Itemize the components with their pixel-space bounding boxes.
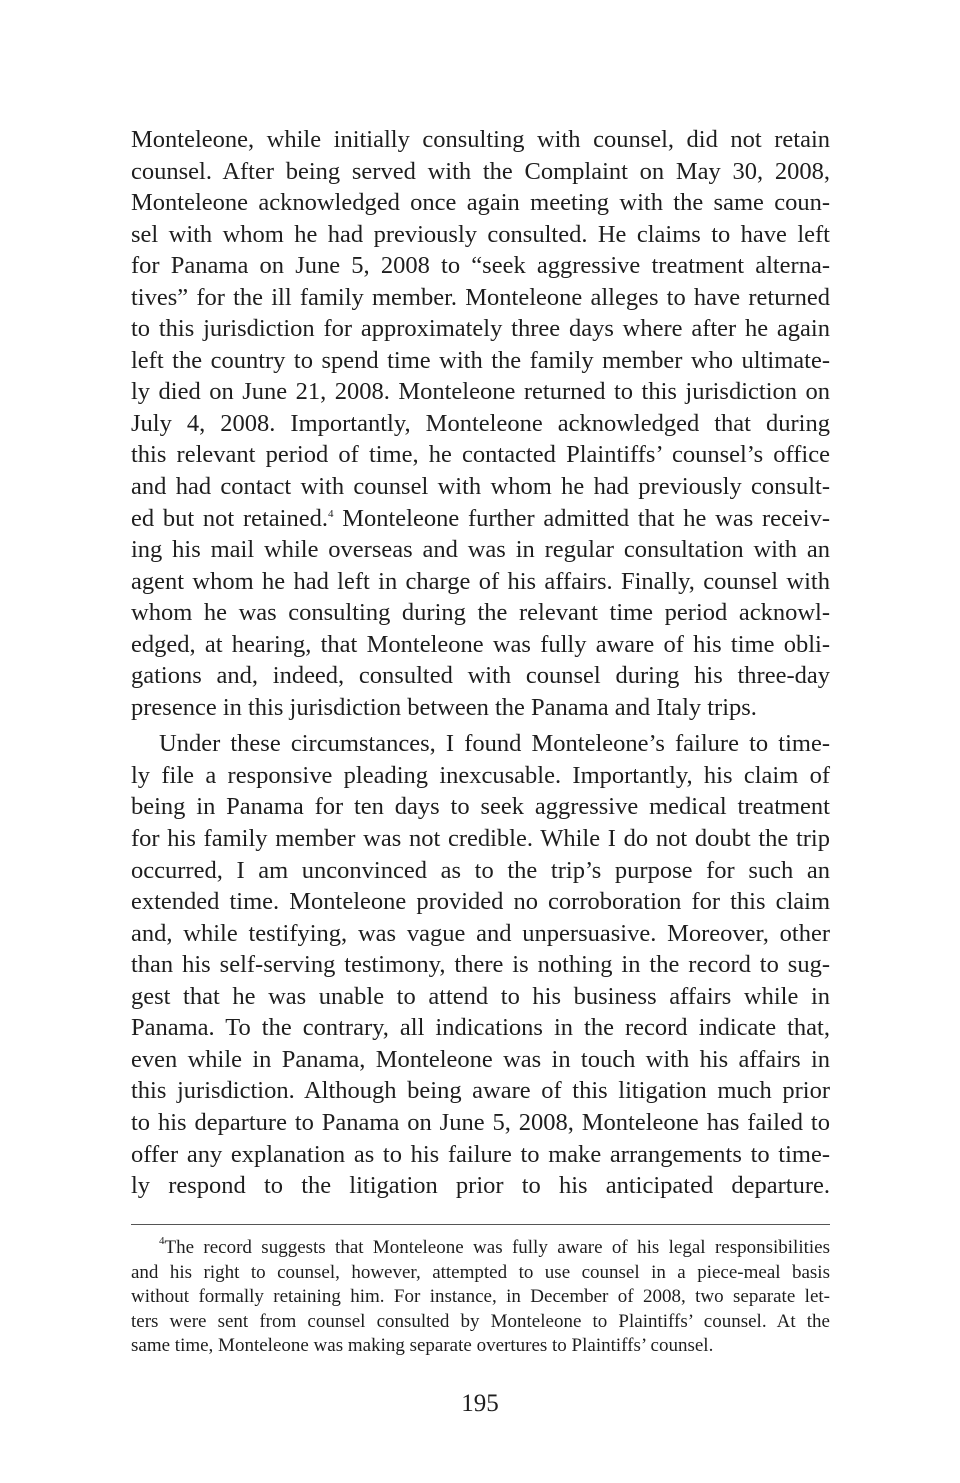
paragraph-1 xyxy=(131,124,830,723)
footnote-line xyxy=(131,1236,830,1261)
text-line: counsel. After being served with the Complaint on May 30, 2008, xyxy=(131,157,830,185)
text-line: ly died on June 21, 2008. Monteleone returned to this jurisdiction on xyxy=(131,378,830,406)
text-line-with-footnote-ref xyxy=(131,503,830,535)
text-line: Monteleone acknowledged once again meeting with the same coun- xyxy=(131,189,830,217)
main-text xyxy=(131,124,830,1202)
text-line: offer any explanation as to his failure to make arrangements to time- xyxy=(131,1140,830,1168)
text-line: agent whom he had left in charge of his affairs. Finally, counsel with xyxy=(131,567,830,595)
text-segment: ed but not retained. xyxy=(131,504,328,532)
text-line: for Panama on June 5, 2008 to “seek aggressive treatment alterna- xyxy=(131,252,830,280)
text-line: edged, at hearing, that Monteleone was fully aware of his time obli- xyxy=(131,630,830,658)
text-line: occurred, I am unconvinced as to the trip’s purpose for such an xyxy=(131,856,830,884)
footnote-line: and his right to counsel, however, attempted to use counsel in a piece-meal basis xyxy=(131,1261,830,1283)
text-line: extended time. Monteleone provided no corroboration for this claim xyxy=(131,888,830,916)
page-number: 195 xyxy=(461,1390,499,1417)
text-line: to this jurisdiction for approximately three days where after he again xyxy=(131,315,830,343)
footnote-reference[interactable]: 4 xyxy=(327,507,334,520)
footnote-line: without formally retaining him. For instance, in December of 2008, two separate let- xyxy=(131,1286,830,1308)
text-line: left the country to spend time with the family member who ultimate- xyxy=(131,346,830,374)
text-line: than his self-serving testimony, there is nothing in the record to sug- xyxy=(131,951,830,979)
text-line: ing his mail while overseas and was in regular consultation with an xyxy=(131,536,830,564)
text-line: ly respond to the litigation prior to his anticipated departure. xyxy=(131,1172,830,1200)
text-line: gations and, indeed, consulted with counsel during his three-day xyxy=(131,662,830,690)
footnote-divider xyxy=(131,1224,830,1225)
text-line: gest that he was unable to attend to his business affairs while in xyxy=(131,982,830,1010)
text-line: tives” for the ill family member. Monteleone alleges to have returned xyxy=(131,283,830,311)
text-line: this relevant period of time, he contacted Plaintiffs’ counsel’s office xyxy=(131,441,830,469)
text-line: July 4, 2008. Importantly, Monteleone acknowledged that during xyxy=(131,409,830,437)
text-line: sel with whom he had previously consulted. He claims to have left xyxy=(131,220,830,248)
text-line: this jurisdiction. Although being aware of this litigation much prior xyxy=(131,1077,830,1105)
text-line: Under these circumstances, I found Monteleone’s failure to time- xyxy=(159,730,830,758)
text-line: and, while testifying, was vague and unpersuasive. Moreover, other xyxy=(131,919,830,947)
footnote xyxy=(131,1236,830,1359)
text-line: Panama. To the contrary, all indications in the record indicate that, xyxy=(131,1014,830,1042)
text-segment: The record suggests that Monteleone was fully aware of his legal responsibilities xyxy=(164,1237,830,1258)
paragraph-2 xyxy=(131,728,830,1201)
text-line: Monteleone, while initially consulting with counsel, did not retain xyxy=(131,126,830,153)
text-line: ly file a responsive pleading inexcusable. Importantly, his claim of xyxy=(131,761,830,789)
footnote-marker: 4 xyxy=(159,1235,165,1247)
text-line: and had contact with counsel with whom he had previously consult- xyxy=(131,473,830,501)
text-segment: Monteleone further admitted that he was receiv- xyxy=(342,504,830,532)
text-line: for his family member was not credible. While I do not doubt the trip xyxy=(131,825,830,853)
text-line: whom he was consulting during the relevant time period acknowl- xyxy=(131,599,830,627)
footnote-line: ters were sent from counsel consulted by Monteleone to Plaintiffs’ counsel. At the xyxy=(131,1310,830,1332)
footnote-line: same time, Monteleone was making separate overtures to Plaintiffs’ counsel. xyxy=(131,1335,714,1357)
text-line: even while in Panama, Monteleone was in touch with his affairs in xyxy=(131,1045,830,1073)
text-line: presence in this jurisdiction between the Panama and Italy trips. xyxy=(131,693,757,721)
text-line: to his departure to Panama on June 5, 2008, Monteleone has failed to xyxy=(131,1108,830,1136)
text-line: being in Panama for ten days to seek aggressive medical treatment xyxy=(131,793,830,821)
